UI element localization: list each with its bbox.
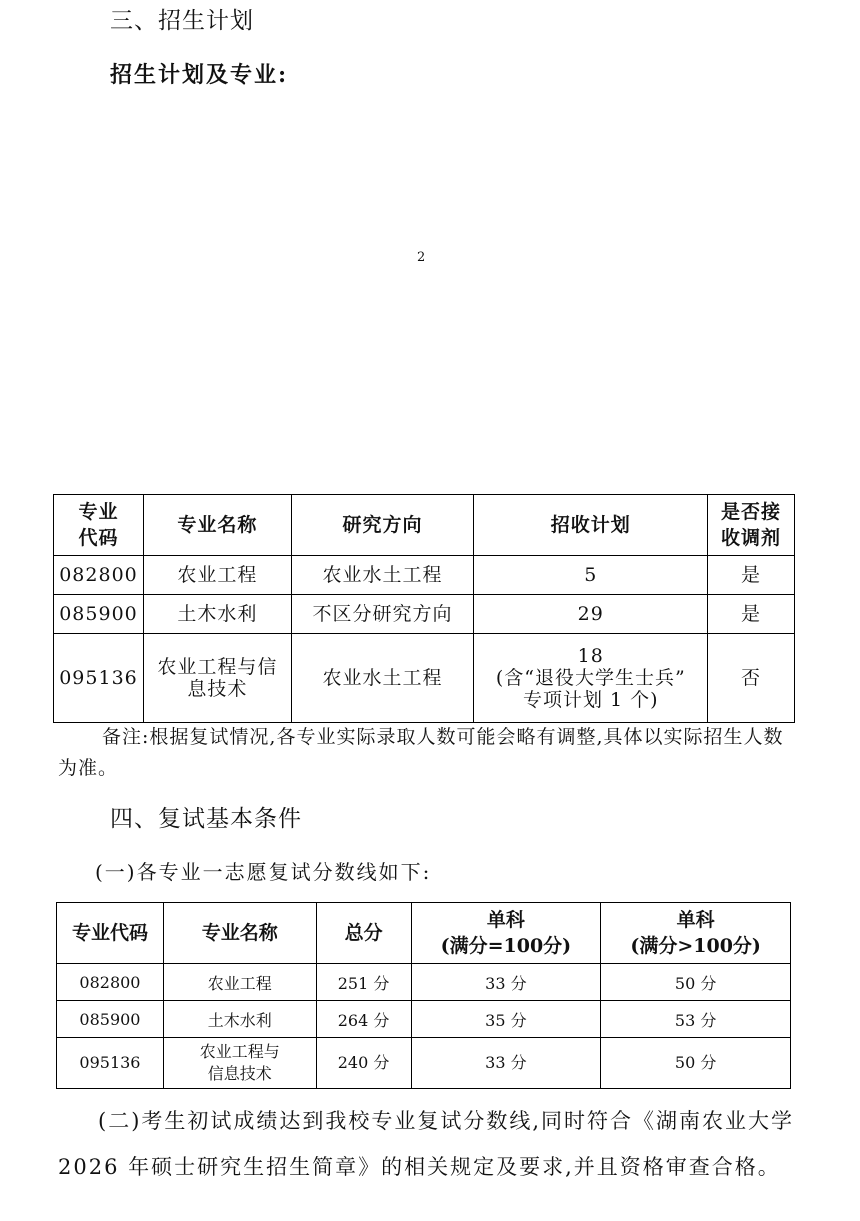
table-header-row [54, 495, 795, 556]
header-major-name: 专业名称 [143, 495, 291, 556]
section-4-sub1: (一)各专业一志愿复试分数线如下: [95, 860, 432, 884]
table-row [54, 634, 795, 723]
header-code: 专业 代码 [54, 495, 144, 556]
enrollment-plan-table [53, 494, 795, 723]
cell-adjust: 否 [708, 634, 795, 723]
section-4-heading: 四、复试基本条件 [110, 806, 302, 832]
cell-single-100: 33 分 [411, 1038, 601, 1089]
page-number: 2 [417, 250, 426, 265]
cell-plan: 18 (含“退役大学生士兵” 专项计划 1 个) [474, 634, 708, 723]
cell-adjust: 是 [708, 556, 795, 595]
cell-code: 082800 [57, 964, 164, 1001]
cell-name: 土木水利 [143, 595, 291, 634]
header-single-100: 单科 (满分=100分) [411, 903, 601, 964]
table-row [54, 595, 795, 634]
header-major-name: 专业名称 [163, 903, 316, 964]
header-code: 专业代码 [57, 903, 164, 964]
cell-direction: 农业水土工程 [291, 634, 474, 723]
table-row [54, 556, 795, 595]
cell-direction: 不区分研究方向 [291, 595, 474, 634]
cell-single-over-100: 53 分 [601, 1001, 791, 1038]
cell-code: 085900 [54, 595, 144, 634]
cell-adjust: 是 [708, 595, 795, 634]
header-total-score: 总分 [316, 903, 411, 964]
table-row [57, 1038, 791, 1089]
header-enrollment-plan: 招收计划 [474, 495, 708, 556]
cell-single-100: 35 分 [411, 1001, 601, 1038]
cell-name: 农业工程与 信息技术 [163, 1038, 316, 1089]
cell-total: 251 分 [316, 964, 411, 1001]
section-3-heading: 三、招生计划 [110, 8, 254, 34]
cell-single-100: 33 分 [411, 964, 601, 1001]
qualification-paragraph: (二)考生初试成绩达到我校专业复试分数线,同时符合《湖南农业大学 2026 年硕士研究生招生简章》的相关规定及要求,并且资格审查合格。 [58, 1109, 795, 1179]
cell-plan: 29 [474, 595, 708, 634]
cell-code: 095136 [54, 634, 144, 723]
table-header-row [57, 903, 791, 964]
header-research-direction: 研究方向 [291, 495, 474, 556]
cell-name: 农业工程与信 息技术 [143, 634, 291, 723]
cell-total: 240 分 [316, 1038, 411, 1089]
cell-code: 085900 [57, 1001, 164, 1038]
retest-score-table [56, 902, 791, 1089]
cell-plan: 5 [474, 556, 708, 595]
cell-code: 082800 [54, 556, 144, 595]
table-row [57, 964, 791, 1001]
section-3-subheading: 招生计划及专业: [110, 62, 289, 88]
remark-note: 备注:根据复试情况,各专业实际录取人数可能会略有调整,具体以实际招生人数为准。 [58, 726, 784, 779]
header-single-over-100: 单科 (满分>100分) [601, 903, 791, 964]
cell-direction: 农业水土工程 [291, 556, 474, 595]
cell-name: 土木水利 [163, 1001, 316, 1038]
table-row [57, 1001, 791, 1038]
cell-code: 095136 [57, 1038, 164, 1089]
cell-single-over-100: 50 分 [601, 964, 791, 1001]
cell-name: 农业工程 [143, 556, 291, 595]
cell-single-over-100: 50 分 [601, 1038, 791, 1089]
cell-total: 264 分 [316, 1001, 411, 1038]
cell-name: 农业工程 [163, 964, 316, 1001]
header-accept-adjustment: 是否接 收调剂 [708, 495, 795, 556]
